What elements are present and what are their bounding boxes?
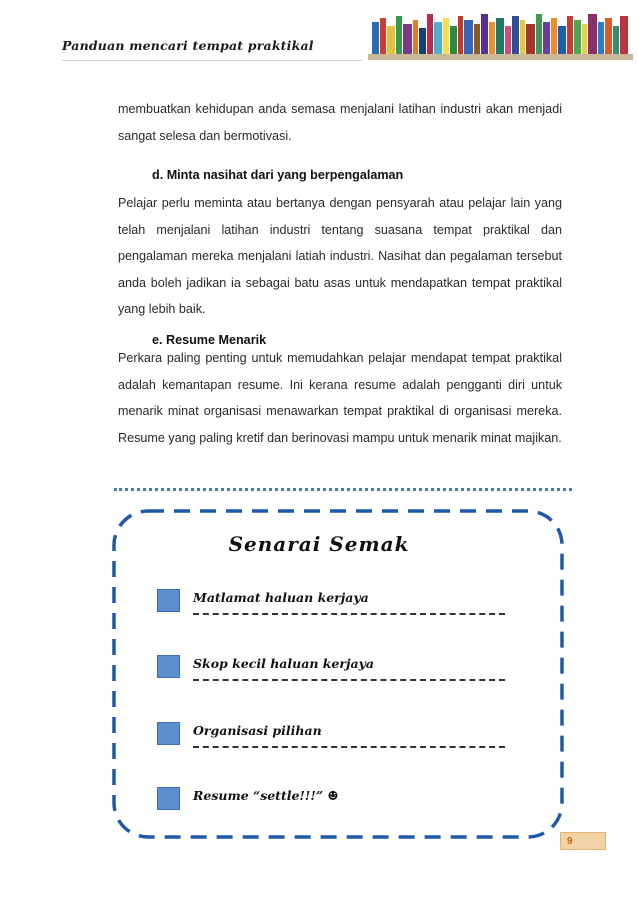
checklist-title: Senarai Semak — [228, 532, 410, 556]
checklist-item — [157, 589, 517, 639]
page-number: 9 — [560, 832, 606, 850]
paragraph-text: membuatkan kehidupan anda semasa menjalani latihan industri akan menjadi sangat selesa dan bermotivasi. — [118, 102, 562, 143]
bookshelf-illustration — [368, 8, 633, 62]
answer-line — [193, 613, 505, 615]
checkbox[interactable] — [157, 722, 180, 745]
section-heading-e: e. Resume Menarik — [152, 333, 267, 347]
header-divider — [62, 60, 362, 61]
checklist-item-label: Matlamat haluan kerjaya — [193, 590, 369, 605]
paragraph-text: Perkara paling penting untuk memudahkan pelajar mendapat tempat praktikal adalah kemantapan resume. Ini kerana resume adalah pengganti diri untuk menarik minat organisasi menawarkan tempat praktikal di organisasi mereka. Resume yang paling kretif dan berinovasi mampu untuk menarik minat majikan. — [118, 351, 562, 445]
answer-line — [193, 746, 505, 748]
dotted-divider — [114, 488, 572, 491]
paragraph-text: Pelajar perlu meminta atau bertanya dengan pensyarah atau pelajar lain yang telah menjalani latihan industri tentang suasana tempat praktikal dan pengalaman mereka menjalani latiah industri. Nasihat dan pegalaman tersebut anda boleh jadikan ia sebagai batu asas untuk mendapatkan tempat praktikal yang lebih baik. — [118, 196, 562, 316]
checklist-item-label: Resume “settle!!!” ☻ — [193, 788, 339, 803]
answer-line — [193, 679, 505, 681]
checklist-item-label: Skop kecil haluan kerjaya — [193, 656, 374, 671]
checklist-item-label: Organisasi pilihan — [193, 723, 322, 738]
paragraph-advice — [118, 190, 562, 323]
checklist-item — [157, 787, 517, 837]
checklist-item — [157, 722, 517, 772]
checkbox[interactable] — [157, 589, 180, 612]
section-heading-d: d. Minta nasihat dari yang berpengalaman — [152, 168, 404, 182]
checkbox[interactable] — [157, 655, 180, 678]
checklist-item — [157, 655, 517, 705]
header-title: Panduan mencari tempat praktikal — [62, 38, 314, 53]
paragraph-resume — [118, 345, 562, 451]
paragraph-intro — [118, 96, 562, 149]
checkbox[interactable] — [157, 787, 180, 810]
